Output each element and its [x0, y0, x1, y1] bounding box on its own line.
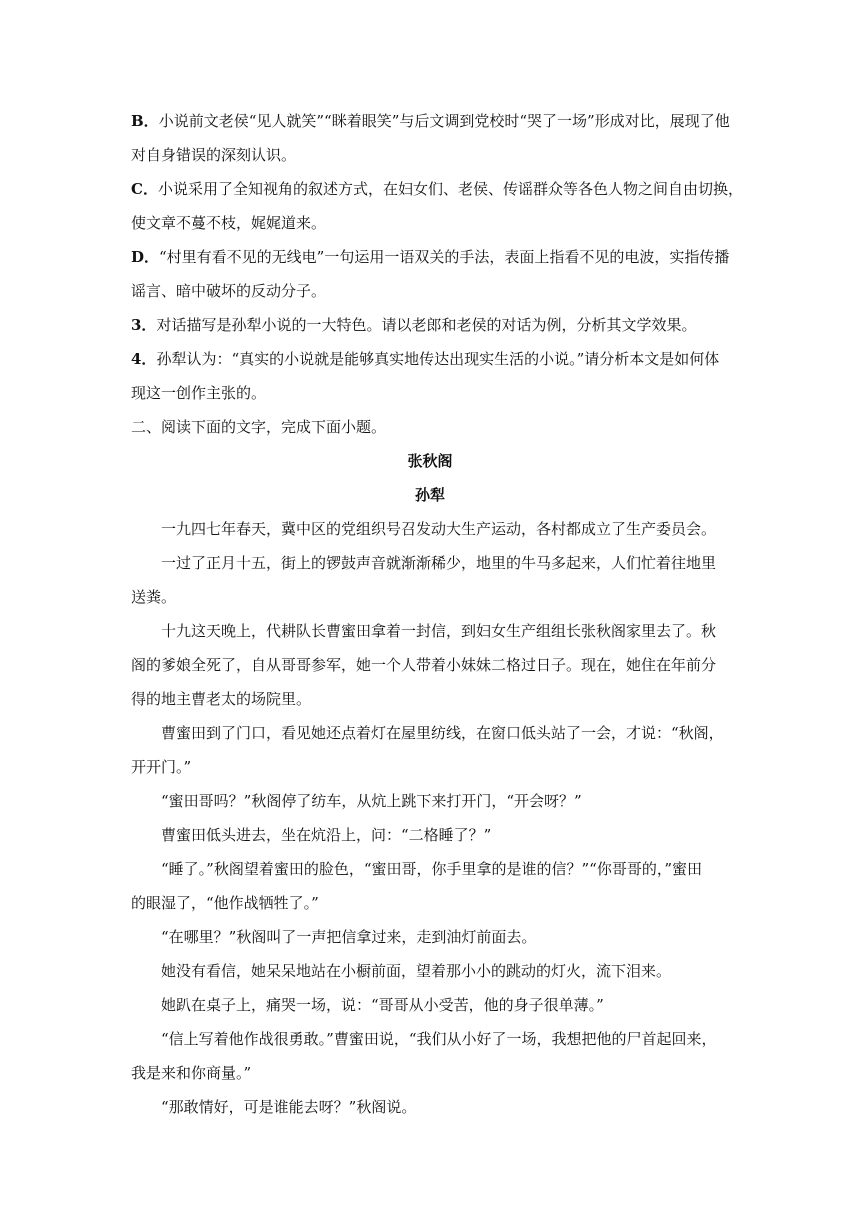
story-line: 阁的爹娘全死了，自从哥哥参军，她一个人带着小妹妹二格过日子。现在，她住在年前分 — [131, 656, 717, 674]
option-b-text: 小说前文老侯“见人就笑”“眯着眼笑”与后文调到党校时“哭了一场”形成对比，展现了他 — [158, 112, 730, 130]
story-line: 一过了正月十五，街上的锣鼓声音就渐渐稀少，地里的牛马多起来，人们忙着往地里 — [161, 554, 717, 572]
story-line: 的眼湿了，“他作战牺牲了。” — [131, 894, 319, 912]
question-4-line2: 现这一创作主张的。 — [131, 384, 267, 402]
story-line: “在哪里？”秋阁叫了一声把信拿过来，走到油灯前面去。 — [161, 928, 537, 946]
story-line: “那敢情好，可是谁能去呀？”秋阁说。 — [161, 1098, 417, 1116]
story-line: “睡了。”秋阁望着蜜田的脸色，“蜜田哥，你手里拿的是谁的信？”“你哥哥的，”蜜田 — [161, 860, 703, 878]
story-line: “蜜田哥吗？”秋阁停了纺车，从炕上跳下来打开门，“开会呀？” — [161, 792, 582, 810]
question-4-text: 孙犁认为：“真实的小说就是能够真实地传达出现实生活的小说。”请分析本文是如何体 — [156, 350, 720, 368]
story-line: 送粪。 — [131, 588, 177, 606]
story-line: 曹蜜田到了门口，看见她还点着灯在屋里纺线，在窗口低头站了一会，才说：“秋阁， — [161, 724, 724, 742]
story-line: “信上写着他作战很勇敢。”曹蜜田说，“我们从小好了一场，我想把他的尸首起回来， — [161, 1030, 717, 1048]
question-4-number: 4． — [131, 350, 157, 368]
option-c-line1 — [131, 179, 860, 199]
story-line: 我是来和你商量。” — [131, 1064, 252, 1082]
story-line: 开开门。” — [131, 758, 192, 776]
story-line: 她没有看信，她呆呆地站在小橱前面，望着那小小的跳动的灯火，流下泪来。 — [161, 962, 672, 980]
question-3-text: 对话描写是孙犁小说的一大特色。请以老郎和老侯的对话为例，分析其文学效果。 — [156, 316, 697, 334]
story-title: 张秋阁 — [407, 452, 453, 470]
story-line: 曹蜜田低头进去，坐在炕沿上，问：“二格睡了？” — [161, 826, 492, 844]
option-c-line2: 使文章不蔓不枝，娓娓道来。 — [131, 214, 327, 232]
option-c-letter: C． — [131, 180, 158, 198]
question-3 — [131, 315, 860, 335]
question-4-line1 — [131, 349, 860, 369]
section-2-heading: 二、阅读下面的文字，完成下面小题。 — [131, 418, 387, 436]
option-b-line1 — [131, 111, 860, 131]
option-d-line1 — [131, 247, 860, 267]
option-c-text: 小说采用了全知视角的叙述方式，在妇女们、老侯、传谣群众等各色人物之间自由切换， — [157, 180, 743, 198]
option-b-letter: B． — [131, 112, 159, 130]
question-3-number: 3． — [131, 316, 157, 334]
option-d-letter: D． — [131, 248, 160, 266]
story-author: 孙犁 — [414, 486, 445, 504]
story-line: 一九四七年春天，冀中区的党组织号召发动大生产运动，各村都成立了生产委员会。 — [161, 520, 717, 538]
story-line: 得的地主曹老太的场院里。 — [131, 690, 312, 708]
story-line: 她趴在桌子上，痛哭一场，说：“哥哥从小受苦，他的身子很单薄。” — [161, 996, 604, 1014]
option-d-text: “村里有看不见的无线电”一句运用一语双关的手法，表面上指看不见的电波，实指传播 — [159, 248, 730, 266]
option-b-line2: 对自身错误的深刻认识。 — [131, 146, 297, 164]
option-d-line2: 谣言、暗中破坏的反动分子。 — [131, 282, 327, 300]
story-line: 十九这天晚上，代耕队长曹蜜田拿着一封信，到妇女生产组组长张秋阁家里去了。秋 — [161, 622, 717, 640]
